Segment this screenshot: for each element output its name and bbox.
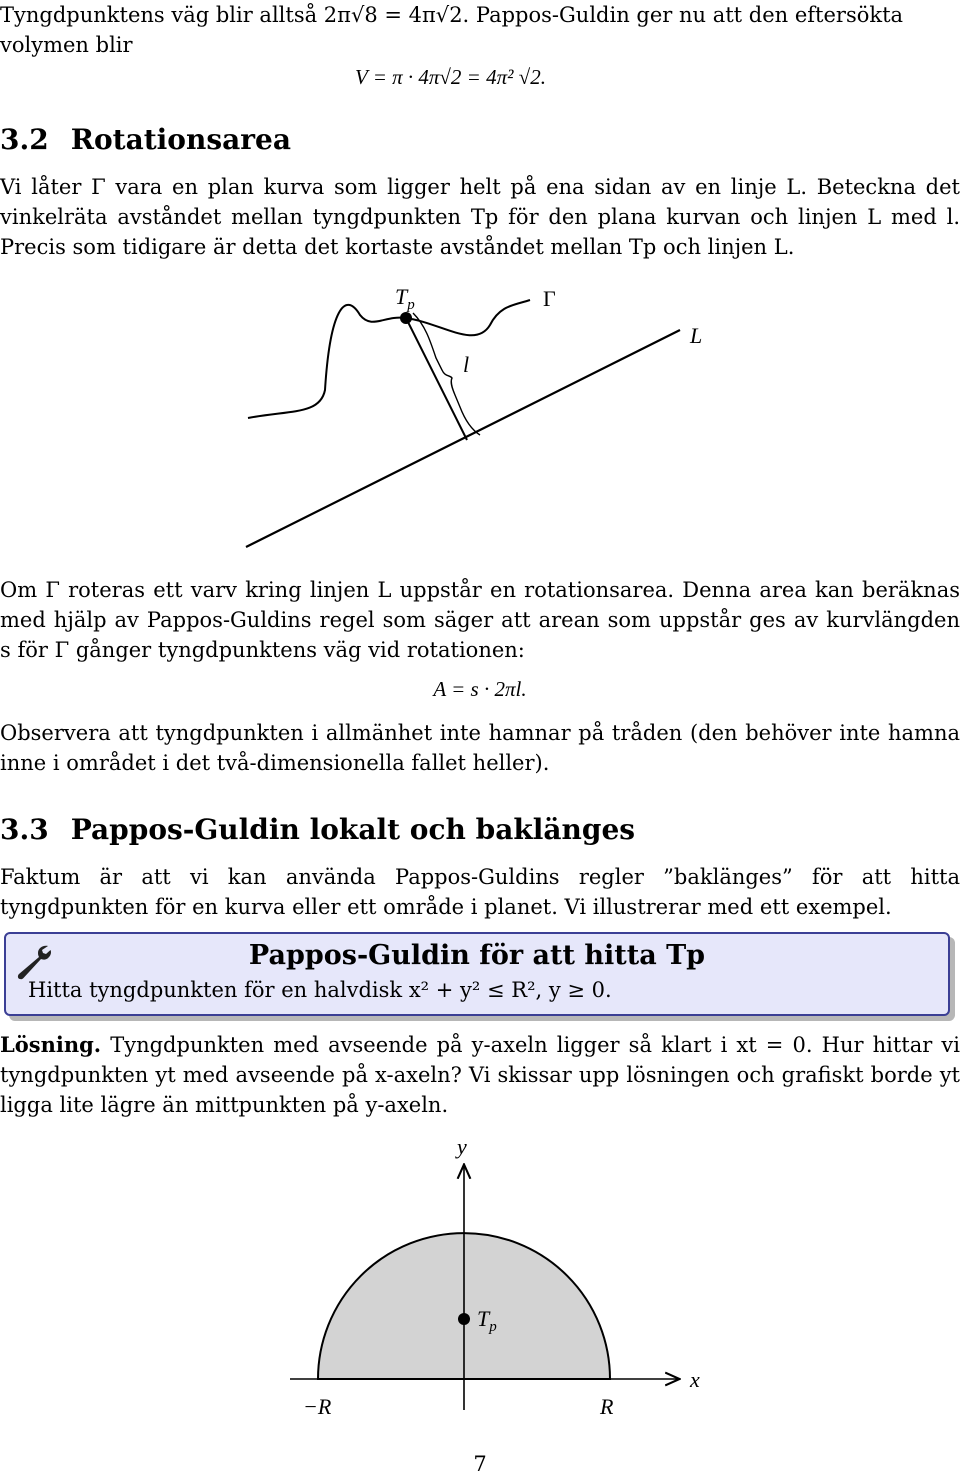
- section-3-3-paragraph-1: [0, 862, 960, 922]
- solution-text: Tyngdpunkten med avseende på y-axeln ligger så klart i xt = 0. Hur hittar vi tyngdpunkten yt med avseende på x-axeln? Vi skissar upp lösningen och grafiskt borde yt ligga lite lägre än mittpunkten på y-axeln.: [0, 1033, 960, 1117]
- section-heading-3-2: [0, 122, 960, 158]
- paragraph-text: Observera att tyngdpunkten i allmänhet inte hamnar på tråden (den behöver inte hamna inne i området i det två-dimensionella fallet heller).: [0, 721, 960, 775]
- intro-text: [0, 0, 960, 60]
- figure-rotation-area: [0, 270, 960, 560]
- intro-line-1: Tyngdpunktens väg blir alltså 2π√8 = 4π√2. Pappos-Guldin ger nu att den eftersökta: [0, 3, 904, 27]
- label-minus-r: −R: [303, 1394, 332, 1419]
- area-formula-text: A = s · 2πl.: [433, 677, 527, 701]
- label-L: L: [690, 323, 703, 348]
- section-number: 3.3: [0, 813, 49, 846]
- intro-line-2: volymen blir: [0, 33, 133, 57]
- label-x: x: [690, 1367, 700, 1392]
- section-3-2-paragraph-3: [0, 718, 960, 778]
- volume-formula: [0, 62, 960, 92]
- section-3-2-paragraph-1: [0, 172, 960, 262]
- label-y: y: [457, 1134, 467, 1159]
- label-tp: $T_p$: [477, 1306, 497, 1335]
- section-heading-3-3: [0, 812, 960, 848]
- label-gamma: Γ: [543, 286, 556, 311]
- area-formula: [0, 674, 960, 704]
- section-title: Pappos-Guldin lokalt och baklänges: [70, 813, 636, 846]
- example-box: [4, 932, 950, 1016]
- centroid-point: [458, 1313, 470, 1325]
- label-tp: $T_p$: [395, 284, 415, 313]
- brace: [413, 313, 480, 435]
- solution-paragraph: [0, 1030, 960, 1120]
- distance-l: [406, 318, 470, 440]
- section-title: Rotationsarea: [70, 123, 291, 156]
- paragraph-text: Vi låter Γ vara en plan kurva som ligger helt på ena sidan av en linje L. Beteckna det vinkelräta avståndet mellan tyngdpunkten Tp för den plana kurvan och linjen L med l. Precis som tidigare är detta det kortaste avståndet mellan Tp och linjen L.: [0, 175, 960, 259]
- section-number: 3.2: [0, 123, 49, 156]
- curve-gamma: [248, 300, 530, 418]
- volume-formula-text: V = π · 4π√2 = 4π² √2.: [355, 65, 546, 89]
- solution-label: Lösning.: [0, 1032, 102, 1057]
- centroid-point: [400, 312, 412, 324]
- section-3-2-paragraph-2: [0, 575, 960, 665]
- page-number: 7: [473, 1452, 487, 1476]
- figure-half-disk: [0, 1130, 960, 1430]
- paragraph-text: Faktum är att vi kan använda Pappos-Guldins regler ”baklänges” för att hitta tyngdpunkten för en kurva eller ett område i planet. Vi illustrerar med ett exempel.: [0, 865, 960, 919]
- label-l: l: [463, 352, 470, 377]
- example-title: Pappos-Guldin för att hitta Tp: [248, 940, 706, 971]
- paragraph-text: Om Γ roteras ett varv kring linjen L uppstår en rotationsarea. Denna area kan beräknas med hjälp av Pappos-Guldins regel som säger att arean som uppstår ges av kurvlängden s för Γ gånger tyngdpunktens väg vid rotationen:: [0, 578, 960, 662]
- example-text: Hitta tyngdpunkten för en halvdisk x² + y² ≤ R², y ≥ 0.: [28, 978, 612, 1002]
- label-r: R: [600, 1394, 614, 1419]
